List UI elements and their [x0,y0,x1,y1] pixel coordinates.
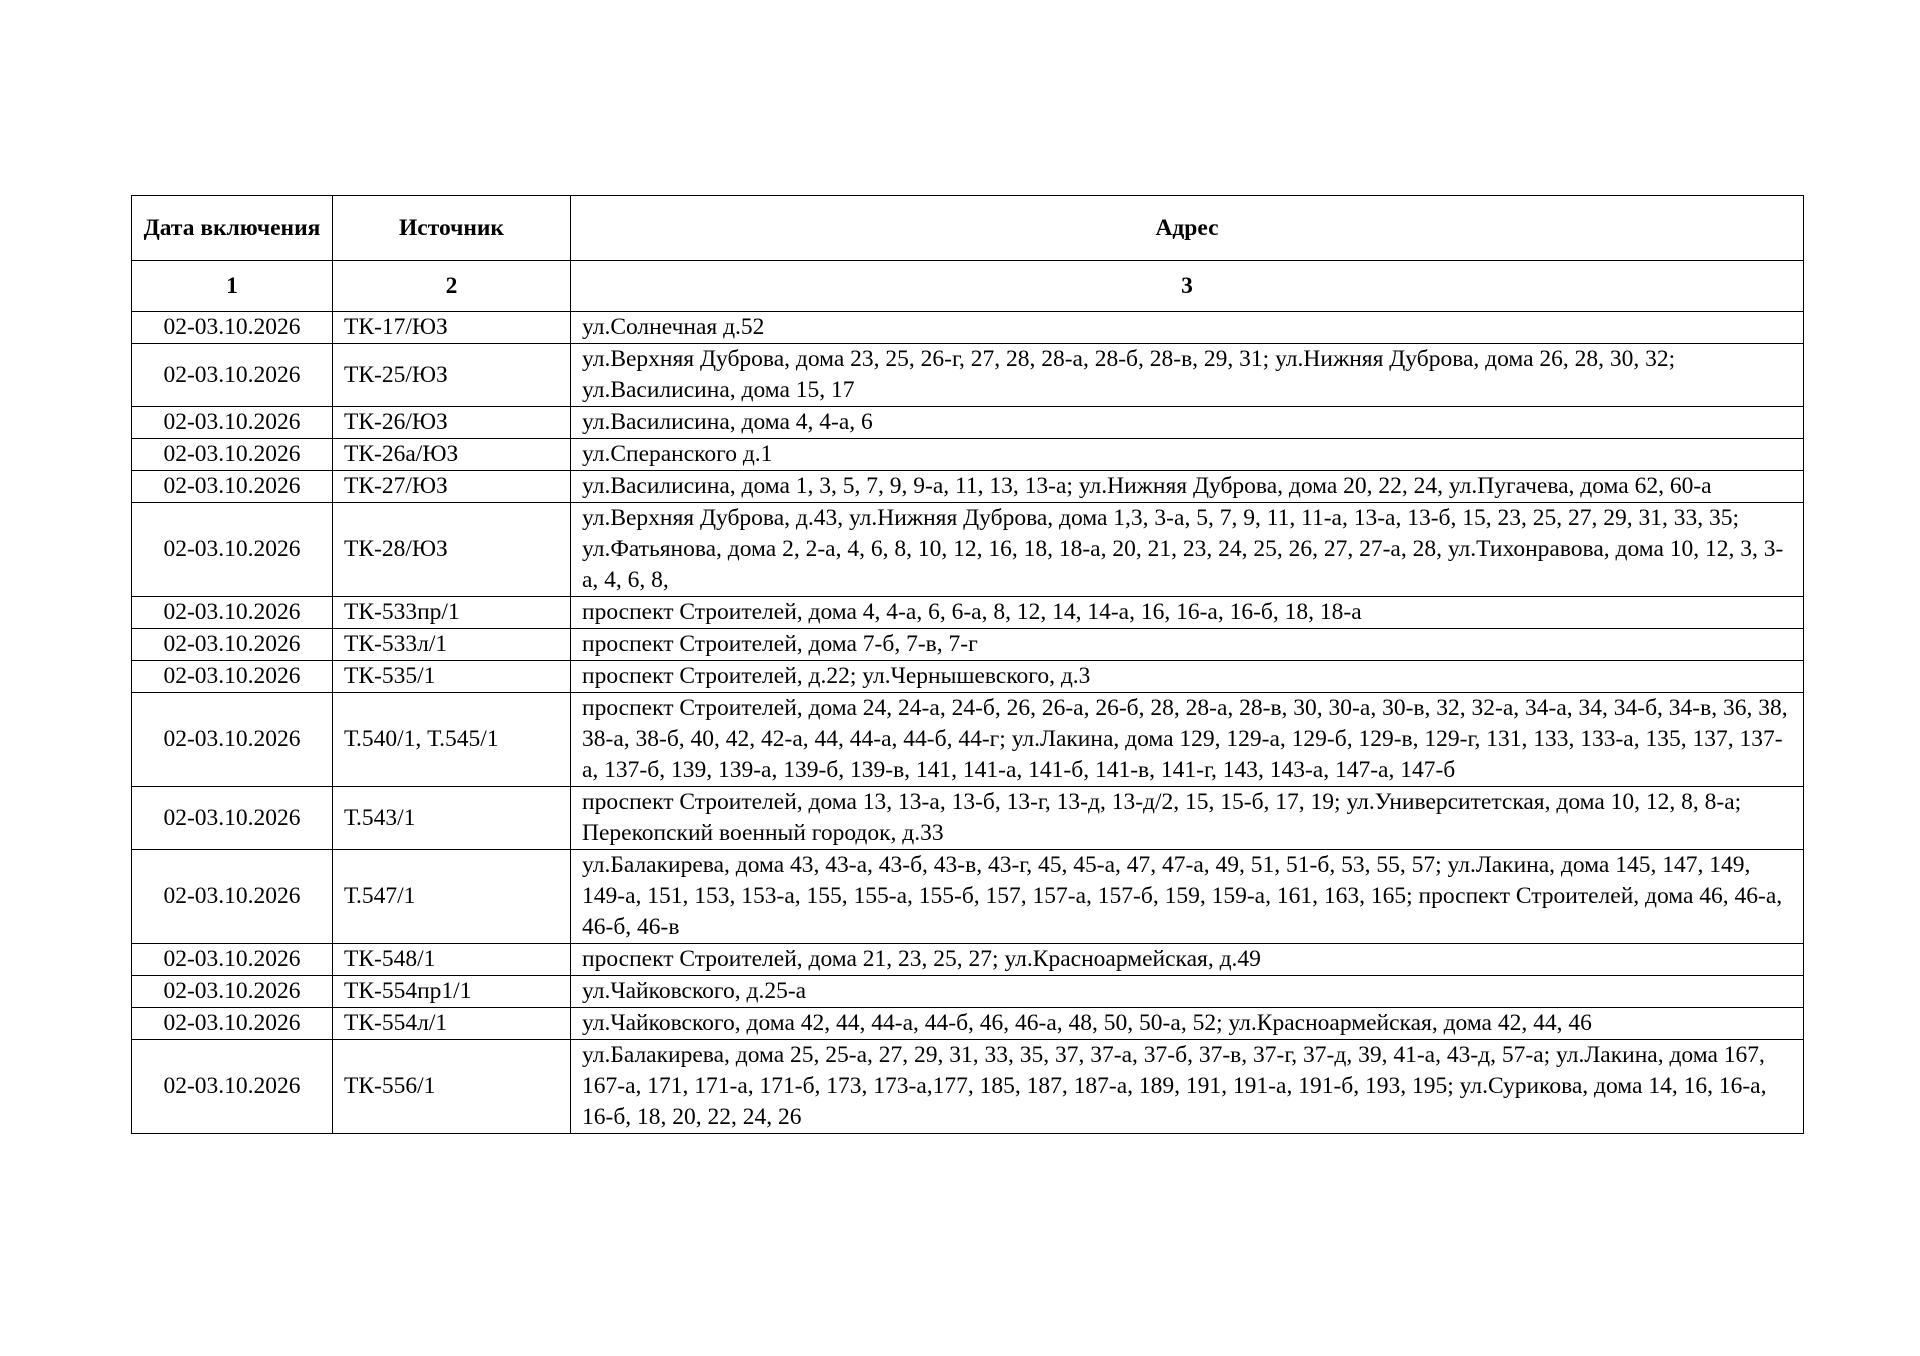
table-row [132,1008,1804,1040]
date-cell: 02-03.10.2026 [132,1008,333,1040]
table-row [132,471,1804,503]
date-cell: 02-03.10.2026 [132,312,333,344]
table-row [132,629,1804,661]
address-cell: ул.Василисина, дома 4, 4-а, 6 [571,407,1804,439]
source-cell: ТК-533л/1 [333,629,571,661]
table-row [132,312,1804,344]
date-cell: 02-03.10.2026 [132,597,333,629]
address-cell: ул.Сперанского д.1 [571,439,1804,471]
date-cell: 02-03.10.2026 [132,944,333,976]
column-number-3: 3 [571,261,1804,312]
source-cell: ТК-27/ЮЗ [333,471,571,503]
header-address: Адрес [571,196,1804,261]
table-row [132,976,1804,1008]
address-cell: проспект Строителей, дома 7-б, 7-в, 7-г [571,629,1804,661]
date-cell: 02-03.10.2026 [132,629,333,661]
source-cell: ТК-26/ЮЗ [333,407,571,439]
date-cell: 02-03.10.2026 [132,1040,333,1134]
address-cell: ул.Верхняя Дуброва, д.43, ул.Нижняя Дуброва, дома 1,3, 3-а, 5, 7, 9, 11, 11-а, 13-а, 13-б, 15, 23, 25, 27, 29, 31, 33, 35; ул.Фатьянова, дома 2, 2-а, 4, 6, 8, 10, 12, 16, 18, 18-а, 20, 21, 23, 24, 25, 26, 27, 27-а, 28, ул.Тихонравова, дома 10, 12, 3, 3-а, 4, 6, 8, [571,503,1804,597]
source-cell: Т.547/1 [333,850,571,944]
address-cell: ул.Чайковского, д.25-а [571,976,1804,1008]
document-sheet [131,195,1803,1134]
address-cell: ул.Балакирева, дома 43, 43-а, 43-б, 43-в, 43-г, 45, 45-а, 47, 47-а, 49, 51, 51-б, 53, 55, 57; ул.Лакина, дома 145, 147, 149, 149-а, 151, 153, 153-а, 155, 155-а, 155-б, 157, 157-а, 157-б, 159, 159-а, 161, 163, 165; проспект Строителей, дома 46, 46-а, 46-б, 46-в [571,850,1804,944]
date-cell: 02-03.10.2026 [132,787,333,850]
date-cell: 02-03.10.2026 [132,976,333,1008]
date-cell: 02-03.10.2026 [132,344,333,407]
table-header [132,196,1804,312]
table-row [132,439,1804,471]
table-row [132,693,1804,787]
table-row [132,407,1804,439]
schedule-table [131,195,1804,1134]
header-date: Дата включения [132,196,333,261]
column-number-2: 2 [333,261,571,312]
source-cell: ТК-554пр1/1 [333,976,571,1008]
address-cell: проспект Строителей, дома 21, 23, 25, 27; ул.Красноармейская, д.49 [571,944,1804,976]
column-number-row [132,261,1804,312]
table-row [132,597,1804,629]
date-cell: 02-03.10.2026 [132,661,333,693]
date-cell: 02-03.10.2026 [132,471,333,503]
source-cell: Т.543/1 [333,787,571,850]
date-cell: 02-03.10.2026 [132,407,333,439]
table-row [132,661,1804,693]
date-cell: 02-03.10.2026 [132,439,333,471]
source-cell: ТК-533пр/1 [333,597,571,629]
date-cell: 02-03.10.2026 [132,850,333,944]
table-row [132,1040,1804,1134]
address-cell: ул.Василисина, дома 1, 3, 5, 7, 9, 9-а, 11, 13, 13-а; ул.Нижняя Дуброва, дома 20, 22, 24, ул.Пугачева, дома 62, 60-а [571,471,1804,503]
source-cell: ТК-25/ЮЗ [333,344,571,407]
source-cell: ТК-535/1 [333,661,571,693]
source-cell: ТК-556/1 [333,1040,571,1134]
date-cell: 02-03.10.2026 [132,693,333,787]
table-row [132,850,1804,944]
header-source: Источник [333,196,571,261]
table-row [132,344,1804,407]
header-row [132,196,1804,261]
address-cell: проспект Строителей, дома 13, 13-а, 13-б, 13-г, 13-д, 13-д/2, 15, 15-б, 17, 19; ул.Университетская, дома 10, 12, 8, 8-а; Перекопский военный городок, д.33 [571,787,1804,850]
source-cell: ТК-548/1 [333,944,571,976]
address-cell: ул.Чайковского, дома 42, 44, 44-а, 44-б, 46, 46-а, 48, 50, 50-а, 52; ул.Красноармейская, дома 42, 44, 46 [571,1008,1804,1040]
address-cell: ул.Солнечная д.52 [571,312,1804,344]
source-cell: Т.540/1, Т.545/1 [333,693,571,787]
address-cell: проспект Строителей, д.22; ул.Чернышевского, д.3 [571,661,1804,693]
source-cell: ТК-28/ЮЗ [333,503,571,597]
date-cell: 02-03.10.2026 [132,503,333,597]
address-cell: ул.Верхняя Дуброва, дома 23, 25, 26-г, 27, 28, 28-а, 28-б, 28-в, 29, 31; ул.Нижняя Дуброва, дома 26, 28, 30, 32; ул.Василисина, дома 15, 17 [571,344,1804,407]
source-cell: ТК-554л/1 [333,1008,571,1040]
table-row [132,944,1804,976]
column-number-1: 1 [132,261,333,312]
source-cell: ТК-26а/ЮЗ [333,439,571,471]
address-cell: ул.Балакирева, дома 25, 25-а, 27, 29, 31, 33, 35, 37, 37-а, 37-б, 37-в, 37-г, 37-д, 39, 41-а, 43-д, 57-а; ул.Лакина, дома 167, 167-а, 171, 171-а, 171-б, 173, 173-а,177, 185, 187, 187-а, 189, 191, 191-а, 191-б, 193, 195; ул.Сурикова, дома 14, 16, 16-а, 16-б, 18, 20, 22, 24, 26 [571,1040,1804,1134]
address-cell: проспект Строителей, дома 4, 4-а, 6, 6-а, 8, 12, 14, 14-а, 16, 16-а, 16-б, 18, 18-а [571,597,1804,629]
source-cell: ТК-17/ЮЗ [333,312,571,344]
table-body [132,312,1804,1134]
address-cell: проспект Строителей, дома 24, 24-а, 24-б, 26, 26-а, 26-б, 28, 28-а, 28-в, 30, 30-а, 30-в, 32, 32-а, 34-а, 34, 34-б, 34-в, 36, 38, 38-а, 38-б, 40, 42, 42-а, 44, 44-а, 44-б, 44-г; ул.Лакина, дома 129, 129-а, 129-б, 129-в, 129-г, 131, 133, 133-а, 135, 137, 137-а, 137-б, 139, 139-а, 139-б, 139-в, 141, 141-а, 141-б, 141-в, 141-г, 143, 143-а, 147-а, 147-б [571,693,1804,787]
table-row [132,787,1804,850]
table-row [132,503,1804,597]
